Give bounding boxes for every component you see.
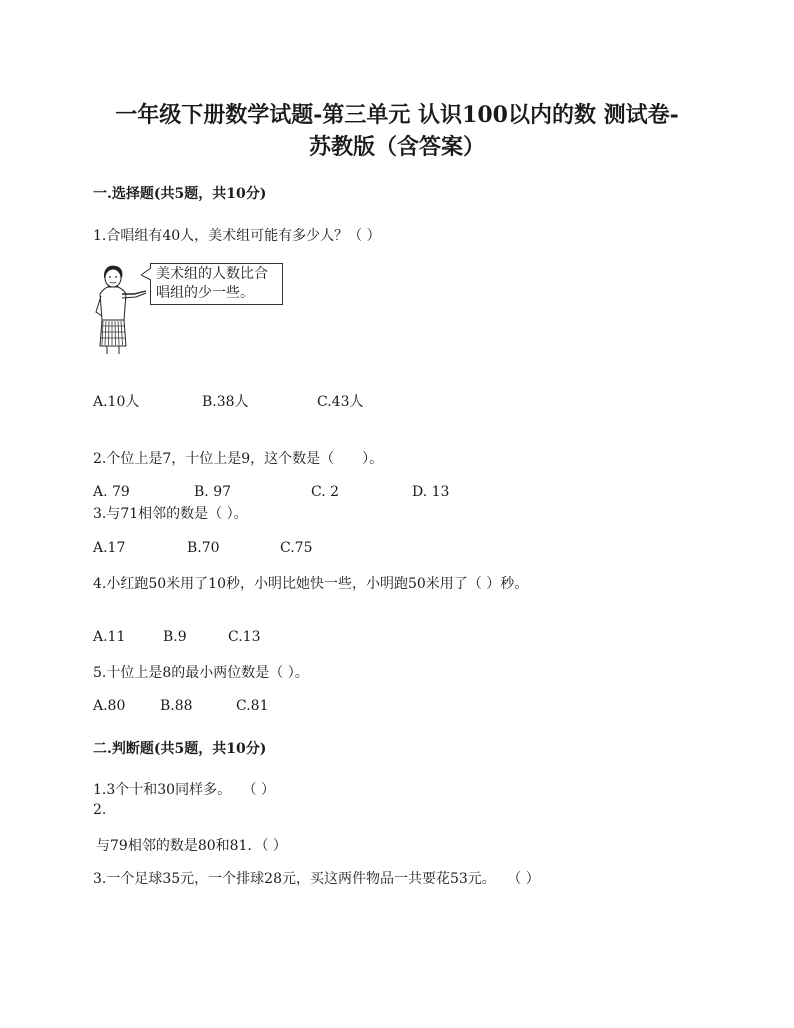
question-2-text: 2.个位上是7，十位上是9，这个数是（ ）。 [93,451,384,467]
q1-option-a: A.10人 [93,394,140,410]
q2-option-b: B. 97 [194,484,232,500]
judgement-item-2-number: 2. [93,802,107,818]
q3-option-b: B.70 [187,540,220,556]
q4-option-a: A.11 [93,629,126,645]
question-1-text: 1.合唱组有40人，美术组可能有多少人？（ ） [93,228,381,244]
q3-option-a: A.17 [93,540,126,556]
speech-bubble-line-1: 美术组的人数比合 [156,266,268,282]
q4-option-b: B.9 [163,629,187,645]
q1-option-b: B.38人 [202,394,249,410]
q2-option-c: C. 2 [311,484,340,500]
q5-option-c: C.81 [236,698,269,714]
q2-option-d: D. 13 [412,484,450,500]
q3-option-c: C.75 [280,540,313,556]
q5-option-a: A.80 [93,698,126,714]
page-title-line-2: 苏教版（含答案） [308,134,485,160]
judgement-item-1: 1.3个十和30同样多。 （ ） [93,782,275,798]
q4-option-c: C.13 [228,629,261,645]
speech-bubble [150,263,283,305]
judgement-item-3: 3.一个足球35元，一个排球28元，买这两件物品一共要花53元。 （ ） [93,871,540,887]
q1-option-c: C.43人 [317,394,364,410]
question-5-text: 5.十位上是8的最小两位数是（ ）。 [93,665,309,681]
speech-bubble-tail [141,268,153,282]
question-4-text: 4.小红跑50米用了10秒，小明比她快一些，小明跑50米用了（ ）秒。 [93,576,529,592]
judgement-item-2-text: 与79相邻的数是80和81．（ ） [96,838,287,854]
speech-bubble-line-2: 唱组的少一些。 [156,285,254,301]
page-title-line-1: 一年级下册数学试题-第三单元 认识100以内的数 测试卷- [115,102,679,128]
section-heading-choice: 一.选择题(共5题，共10分) [93,186,267,202]
question-3-text: 3.与71相邻的数是（ ）。 [93,506,248,522]
q2-option-a: A. 79 [93,484,130,500]
section-heading-judgement: 二.判断题(共5题，共10分) [93,741,267,757]
q5-option-b: B.88 [160,698,193,714]
